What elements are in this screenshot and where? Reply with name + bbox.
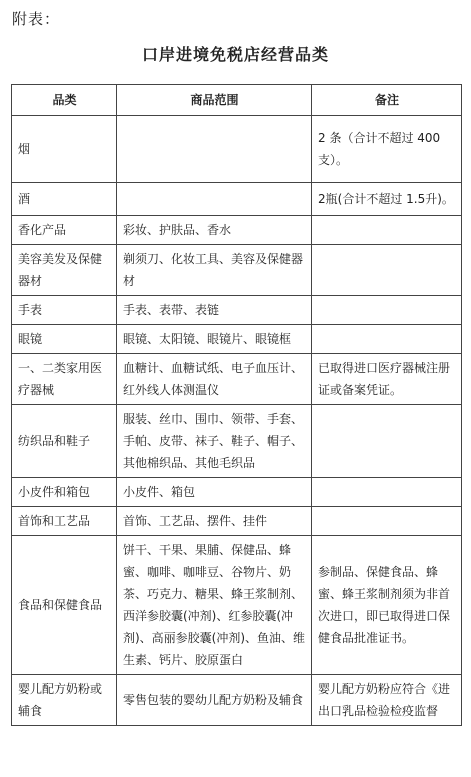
note-cell: 2 条（合计不超过 400 支）。 [312, 116, 462, 183]
note-cell [312, 325, 462, 354]
scope-cell: 零售包装的婴幼儿配方奶粉及辅食 [117, 675, 312, 726]
note-cell: 2瓶(合计不超过 1.5升)。 [312, 183, 462, 216]
scope-cell: 眼镜、太阳镜、眼镜片、眼镜框 [117, 325, 312, 354]
table-header-row [12, 85, 462, 116]
note-cell [312, 478, 462, 507]
scope-cell [117, 183, 312, 216]
category-cell: 眼镜 [12, 325, 117, 354]
table-row [12, 325, 462, 354]
category-cell: 婴儿配方奶粉或辅食 [12, 675, 117, 726]
note-cell [312, 216, 462, 245]
scope-cell [117, 116, 312, 183]
scope-cell: 血糖计、血糖试纸、电子血压计、红外线人体测温仪 [117, 354, 312, 405]
note-cell: 参制品、保健食品、蜂蜜、蜂王浆制剂须为非首次进口，即已取得进口保健食品批准证书。 [312, 536, 462, 675]
category-cell: 香化产品 [12, 216, 117, 245]
table-row [12, 116, 462, 183]
appendix-label: 附表： [12, 10, 61, 28]
note-cell: 已取得进口医疗器械注册证或备案凭证。 [312, 354, 462, 405]
category-cell: 首饰和工艺品 [12, 507, 117, 536]
category-cell: 小皮件和箱包 [12, 478, 117, 507]
scope-cell: 首饰、工艺品、摆件、挂件 [117, 507, 312, 536]
header-category: 品类 [12, 85, 117, 116]
category-cell: 纺织品和鞋子 [12, 405, 117, 478]
header-note: 备注 [312, 85, 462, 116]
table-row [12, 675, 462, 726]
table-row [12, 354, 462, 405]
scope-cell: 彩妆、护肤品、香水 [117, 216, 312, 245]
note-cell [312, 405, 462, 478]
category-cell: 美容美发及保健器材 [12, 245, 117, 296]
table-row [12, 507, 462, 536]
table-row [12, 296, 462, 325]
note-cell [312, 245, 462, 296]
note-cell: 婴儿配方奶粉应符合《进出口乳品检验检疫监督 [312, 675, 462, 726]
note-cell [312, 296, 462, 325]
note-cell [312, 507, 462, 536]
table-row [12, 183, 462, 216]
header-scope: 商品范围 [117, 85, 312, 116]
scope-cell: 小皮件、箱包 [117, 478, 312, 507]
category-cell: 烟 [12, 116, 117, 183]
category-cell: 手表 [12, 296, 117, 325]
page-title: 口岸进境免税店经营品类 [141, 45, 329, 64]
scope-cell: 饼干、干果、果脯、保健品、蜂蜜、咖啡、咖啡豆、谷物片、奶茶、巧克力、糖果、蜂王浆制剂、西洋参胶囊(冲剂)、红参胶囊(冲剂)、高丽参胶囊(冲剂)、鱼油、维生素、钙片、胶原蛋白 [117, 536, 312, 675]
scope-cell: 手表、表带、表链 [117, 296, 312, 325]
category-cell: 一、二类家用医疗器械 [12, 354, 117, 405]
table-row [12, 536, 462, 675]
table-row [12, 405, 462, 478]
product-category-table [11, 84, 462, 726]
table-row [12, 245, 462, 296]
scope-cell: 剃须刀、化妆工具、美容及保健器材 [117, 245, 312, 296]
category-cell: 食品和保健食品 [12, 536, 117, 675]
category-cell: 酒 [12, 183, 117, 216]
scope-cell: 服装、丝巾、围巾、领带、手套、手帕、皮带、袜子、鞋子、帽子、其他棉织品、其他毛织品 [117, 405, 312, 478]
table-row [12, 478, 462, 507]
table-row [12, 216, 462, 245]
